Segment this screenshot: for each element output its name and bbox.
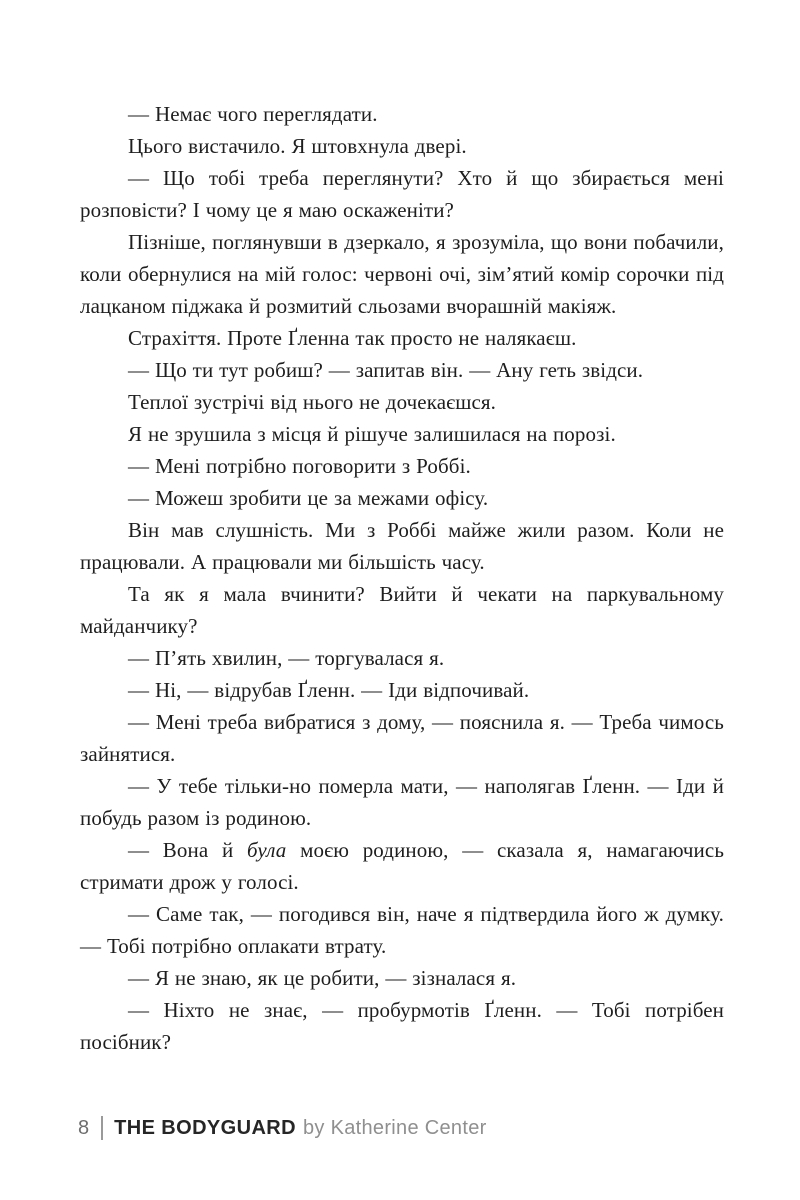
text-segment: — Що тобі треба переглянути? Хто й що збирається мені розповісти? І чому це я маю оскаженіти? — [80, 166, 724, 222]
paragraph — [80, 418, 724, 450]
text-segment: Я не зрушила з місця й рішуче залишилася на порозі. — [128, 422, 616, 446]
paragraph — [80, 674, 724, 706]
text-segment: Пізніше, поглянувши в дзеркало, я зрозуміла, що вони побачили, коли обернулися на мій голос: червоні очі, зім’ятий комір сорочки під лацканом піджака й розмитий сльозами вчорашній макіяж. — [80, 230, 724, 318]
text-segment: — Що ти тут робиш? — запитав він. — Ану геть звідси. — [128, 358, 644, 382]
paragraph — [80, 994, 724, 1058]
text-segment: — Немає чого переглядати. — [128, 102, 378, 126]
paragraph — [80, 482, 724, 514]
text-segment: Він мав слушність. Ми з Роббі майже жили разом. Коли не працювали. А працювали ми більшість часу. — [80, 518, 724, 574]
text-segment: Та як я мала вчинити? Вийти й чекати на паркувальному майданчику? — [80, 582, 724, 638]
text-segment: — Ніхто не знає, — пробурмотів Ґленн. — Тобі потрібен посібник? — [80, 998, 724, 1054]
paragraph — [80, 162, 724, 226]
page-text — [80, 98, 724, 1058]
paragraph — [80, 834, 724, 898]
paragraph — [80, 962, 724, 994]
paragraph — [80, 354, 724, 386]
text-segment: Теплої зустрічі від нього не дочекаєшся. — [128, 390, 497, 414]
italic-text-segment: була — [247, 838, 287, 862]
page-number: 8 — [78, 1117, 90, 1139]
text-segment: — Можеш зробити це за межами офісу. — [128, 486, 489, 510]
text-segment: — Мені треба вибратися з дому, — пояснила я. — Треба чимось зайнятися. — [80, 710, 724, 766]
paragraph — [80, 642, 724, 674]
text-segment: моєю родиною, — сказала я, намагаючись стримати дрож у голосі. — [80, 838, 724, 894]
text-segment: — Вона й — [128, 838, 248, 862]
paragraph — [80, 706, 724, 770]
paragraph — [80, 450, 724, 482]
text-segment: — Саме так, — погодився він, наче я підтвердила його ж думку. — Тобі потрібно оплакати втрату. — [80, 902, 724, 958]
text-segment: — Мені потрібно поговорити з Роббі. — [128, 454, 471, 478]
paragraph — [80, 130, 724, 162]
text-segment: Цього вистачило. Я штовхнула двері. — [128, 134, 467, 158]
text-segment: — П’ять хвилин, — торгувалася я. — [128, 646, 445, 670]
paragraph — [80, 98, 724, 130]
paragraph — [80, 578, 724, 642]
paragraph — [80, 770, 724, 834]
page-footer — [78, 1114, 487, 1142]
paragraph — [80, 322, 724, 354]
paragraph — [80, 514, 724, 578]
text-segment: Страхіття. Проте Ґленна так просто не налякаєш. — [128, 326, 577, 350]
paragraph — [80, 898, 724, 962]
footer-separator — [101, 1116, 103, 1140]
text-segment: — У тебе тільки-но померла мати, — наполягав Ґленн. — Іди й побудь разом із родиною. — [80, 774, 724, 830]
text-segment: — Ні, — відрубав Ґленн. — Іди відпочивай. — [128, 678, 530, 702]
paragraph — [80, 226, 724, 322]
book-title: THE BODYGUARD — [114, 1117, 296, 1139]
text-segment: — Я не знаю, як це робити, — зізналася я. — [128, 966, 517, 990]
paragraph — [80, 386, 724, 418]
byline: by Katherine Center — [303, 1117, 487, 1139]
